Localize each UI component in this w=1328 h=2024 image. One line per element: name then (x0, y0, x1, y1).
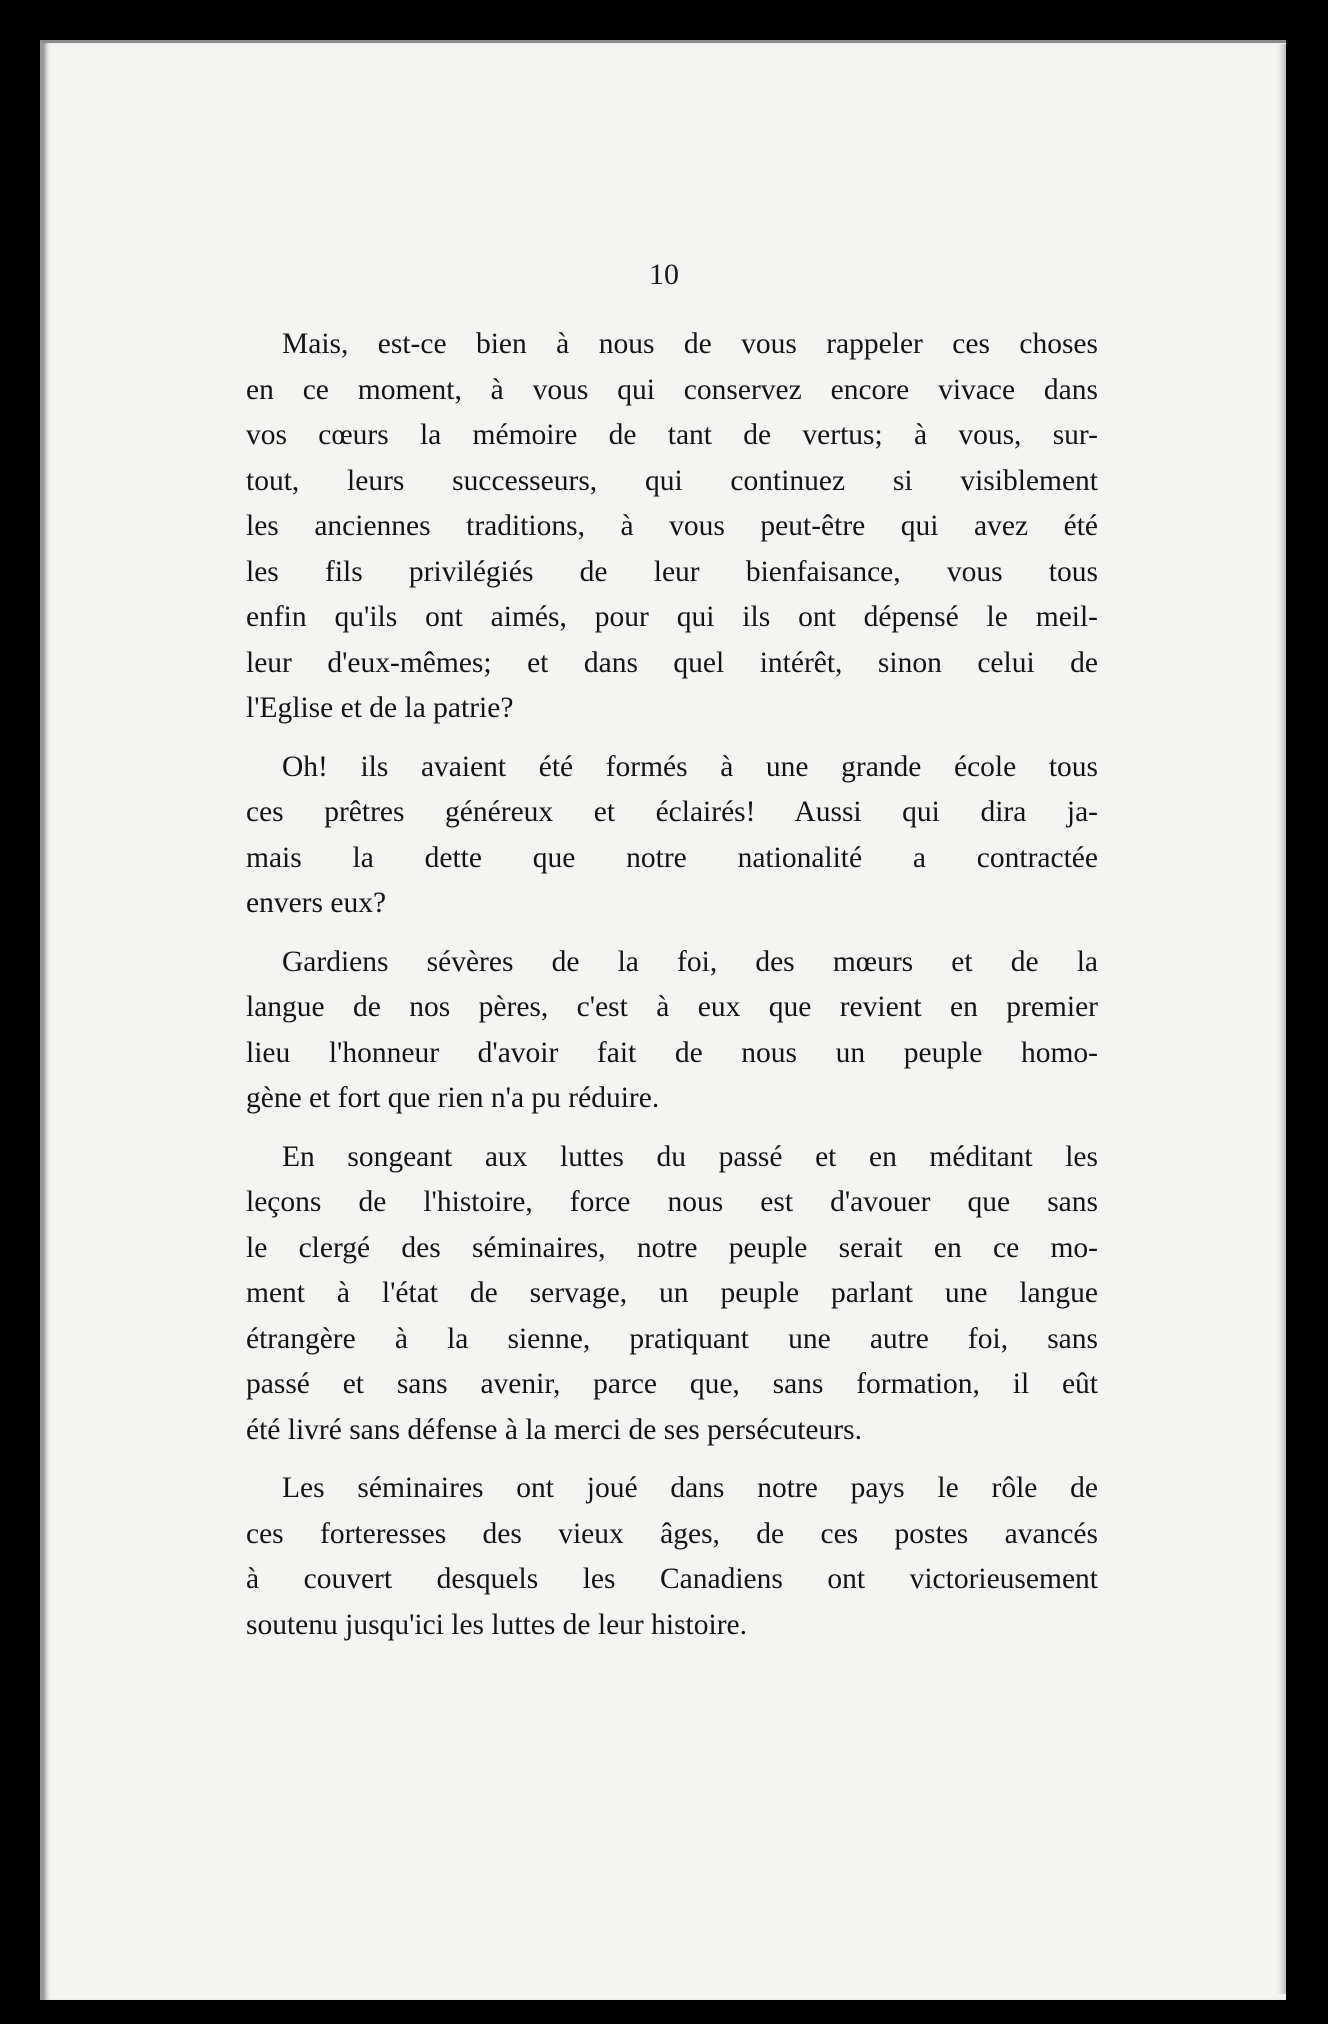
text-line: le clergé des séminaires, notre peuple serait en ce mo- (246, 1231, 1098, 1264)
text-line: Les séminaires ont joué dans notre pays le rôle de (282, 1472, 1098, 1504)
text-line: tout, leurs successeurs, qui continuez si visiblement (246, 464, 1098, 497)
text-line: les fils privilégiés de leur bienfaisance, vous tous (246, 555, 1098, 588)
text-line: passé et sans avenir, parce que, sans formation, il eût (246, 1368, 1098, 1400)
text-line: leçons de l'histoire, force nous est d'avouer que sans (246, 1186, 1098, 1218)
paragraph (246, 322, 1098, 732)
text-line: Oh! ils avaient été formés à une grande école tous (282, 750, 1098, 783)
text-line: soutenu jusqu'ici les luttes de leur histoire. (246, 1608, 747, 1641)
text-line: mais la dette que notre nationalité a contractée (246, 841, 1098, 874)
text-line: langue de nos pères, c'est à eux que revient en premier (246, 991, 1098, 1023)
text-line: à couvert desquels les Canadiens ont victorieusement (246, 1563, 1098, 1595)
text-line: leur d'eux-mêmes; et dans quel intérêt, sinon celui de (246, 646, 1098, 679)
text-line: lieu l'honneur d'avoir fait de nous un peuple homo- (246, 1036, 1098, 1069)
text-line: en ce moment, à vous qui conservez encore vivace dans (246, 373, 1098, 406)
text-line: gène et fort que rien n'a pu réduire. (246, 1082, 660, 1114)
paragraph (246, 1466, 1098, 1648)
text-line: été livré sans défense à la merci de ses persécuteurs. (246, 1413, 862, 1446)
text-line: En songeant aux luttes du passé et en méditant les (282, 1140, 1098, 1173)
body-text (246, 322, 1098, 1661)
text-line: ces prêtres généreux et éclairés! Aussi qui dira ja- (246, 796, 1098, 828)
text-line: enfin qu'ils ont aimés, pour qui ils ont dépensé le meil- (246, 601, 1098, 633)
text-line: étrangère à la sienne, pratiquant une autre foi, sans (246, 1322, 1098, 1355)
page-number: 10 (649, 258, 679, 291)
text-line: ces forteresses des vieux âges, de ces postes avancés (246, 1517, 1098, 1550)
page-edge (1276, 44, 1286, 1994)
paragraph (246, 940, 1098, 1122)
text-line: ment à l'état de servage, un peuple parlant une langue (246, 1277, 1098, 1309)
text-line: envers eux? (246, 887, 387, 919)
text-line: Mais, est-ce bien à nous de vous rappeler ces choses (282, 328, 1098, 360)
paragraph (246, 1135, 1098, 1454)
text-line: vos cœurs la mémoire de tant de vertus; à vous, sur- (246, 419, 1098, 451)
text-line: Gardiens sévères de la foi, des mœurs et de la (282, 945, 1098, 978)
paragraph (246, 745, 1098, 927)
text-line: l'Eglise et de la patrie? (246, 692, 514, 724)
text-line: les anciennes traditions, à vous peut-être qui avez été (246, 510, 1098, 542)
